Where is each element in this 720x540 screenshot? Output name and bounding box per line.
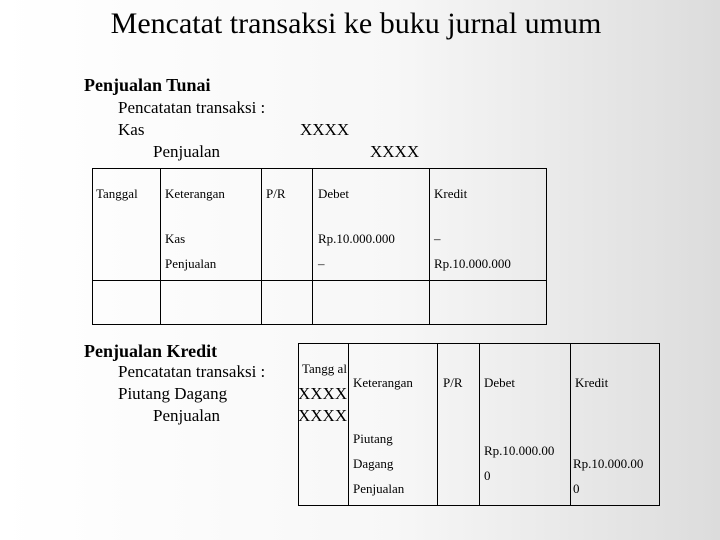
column-divider [160,168,161,325]
column-divider [429,168,430,325]
header-kredit: Kredit [434,186,468,201]
kredit-credit-amount: XXXX [298,406,348,425]
row-kredit: Rp.10.000.00 [573,456,644,471]
header-kredit: Kredit [575,375,609,390]
row-kredit: 0 [573,481,580,496]
column-divider [348,343,349,506]
tunai-debit-account: Kas [118,120,145,139]
row-divider [92,280,547,281]
row-debet: Rp.10.000.00 [484,443,555,458]
tunai-credit-amount: XXXX [370,142,420,161]
kredit-credit-account: Penjualan [153,406,221,425]
row-keterangan: Piutang [353,431,393,446]
header-pr: P/R [266,186,286,201]
header-keterangan: Keterangan [353,375,413,390]
column-divider [261,168,262,325]
column-divider [437,343,438,506]
tunai-credit-account: Penjualan [153,142,221,161]
header-debet: Debet [318,186,350,201]
row-debet: 0 [484,468,491,483]
row-keterangan: Dagang [353,456,394,471]
page-title: Mencatat transaksi ke buku jurnal umum [110,7,602,40]
column-divider [312,168,313,325]
header-pr: P/R [443,375,463,390]
tunai-line1: Pencatatan transaksi : [118,98,266,117]
header-debet: Debet [484,375,516,390]
header-keterangan: Keterangan [165,186,225,201]
header-tanggal: Tanggal [96,186,138,201]
tunai-heading: Penjualan Tunai [84,75,211,95]
tunai-debit-amount: XXXX [300,120,350,139]
kredit-heading: Penjualan Kredit [84,341,218,361]
row-kredit: – [434,231,441,246]
row-debet: – [318,256,325,271]
header-tanggal: Tangg al [302,361,347,376]
row-debet: Rp.10.000.000 [318,231,395,246]
kredit-line1: Pencatatan transaksi : [118,362,266,381]
column-divider [570,343,571,506]
row-keterangan: Penjualan [353,481,405,496]
row-keterangan: Penjualan [165,256,217,271]
kredit-debit-amount: XXXX [298,384,348,403]
column-divider [479,343,480,506]
row-kredit: Rp.10.000.000 [434,256,511,271]
kredit-debit-account: Piutang Dagang [118,384,228,403]
row-keterangan: Kas [165,231,186,246]
